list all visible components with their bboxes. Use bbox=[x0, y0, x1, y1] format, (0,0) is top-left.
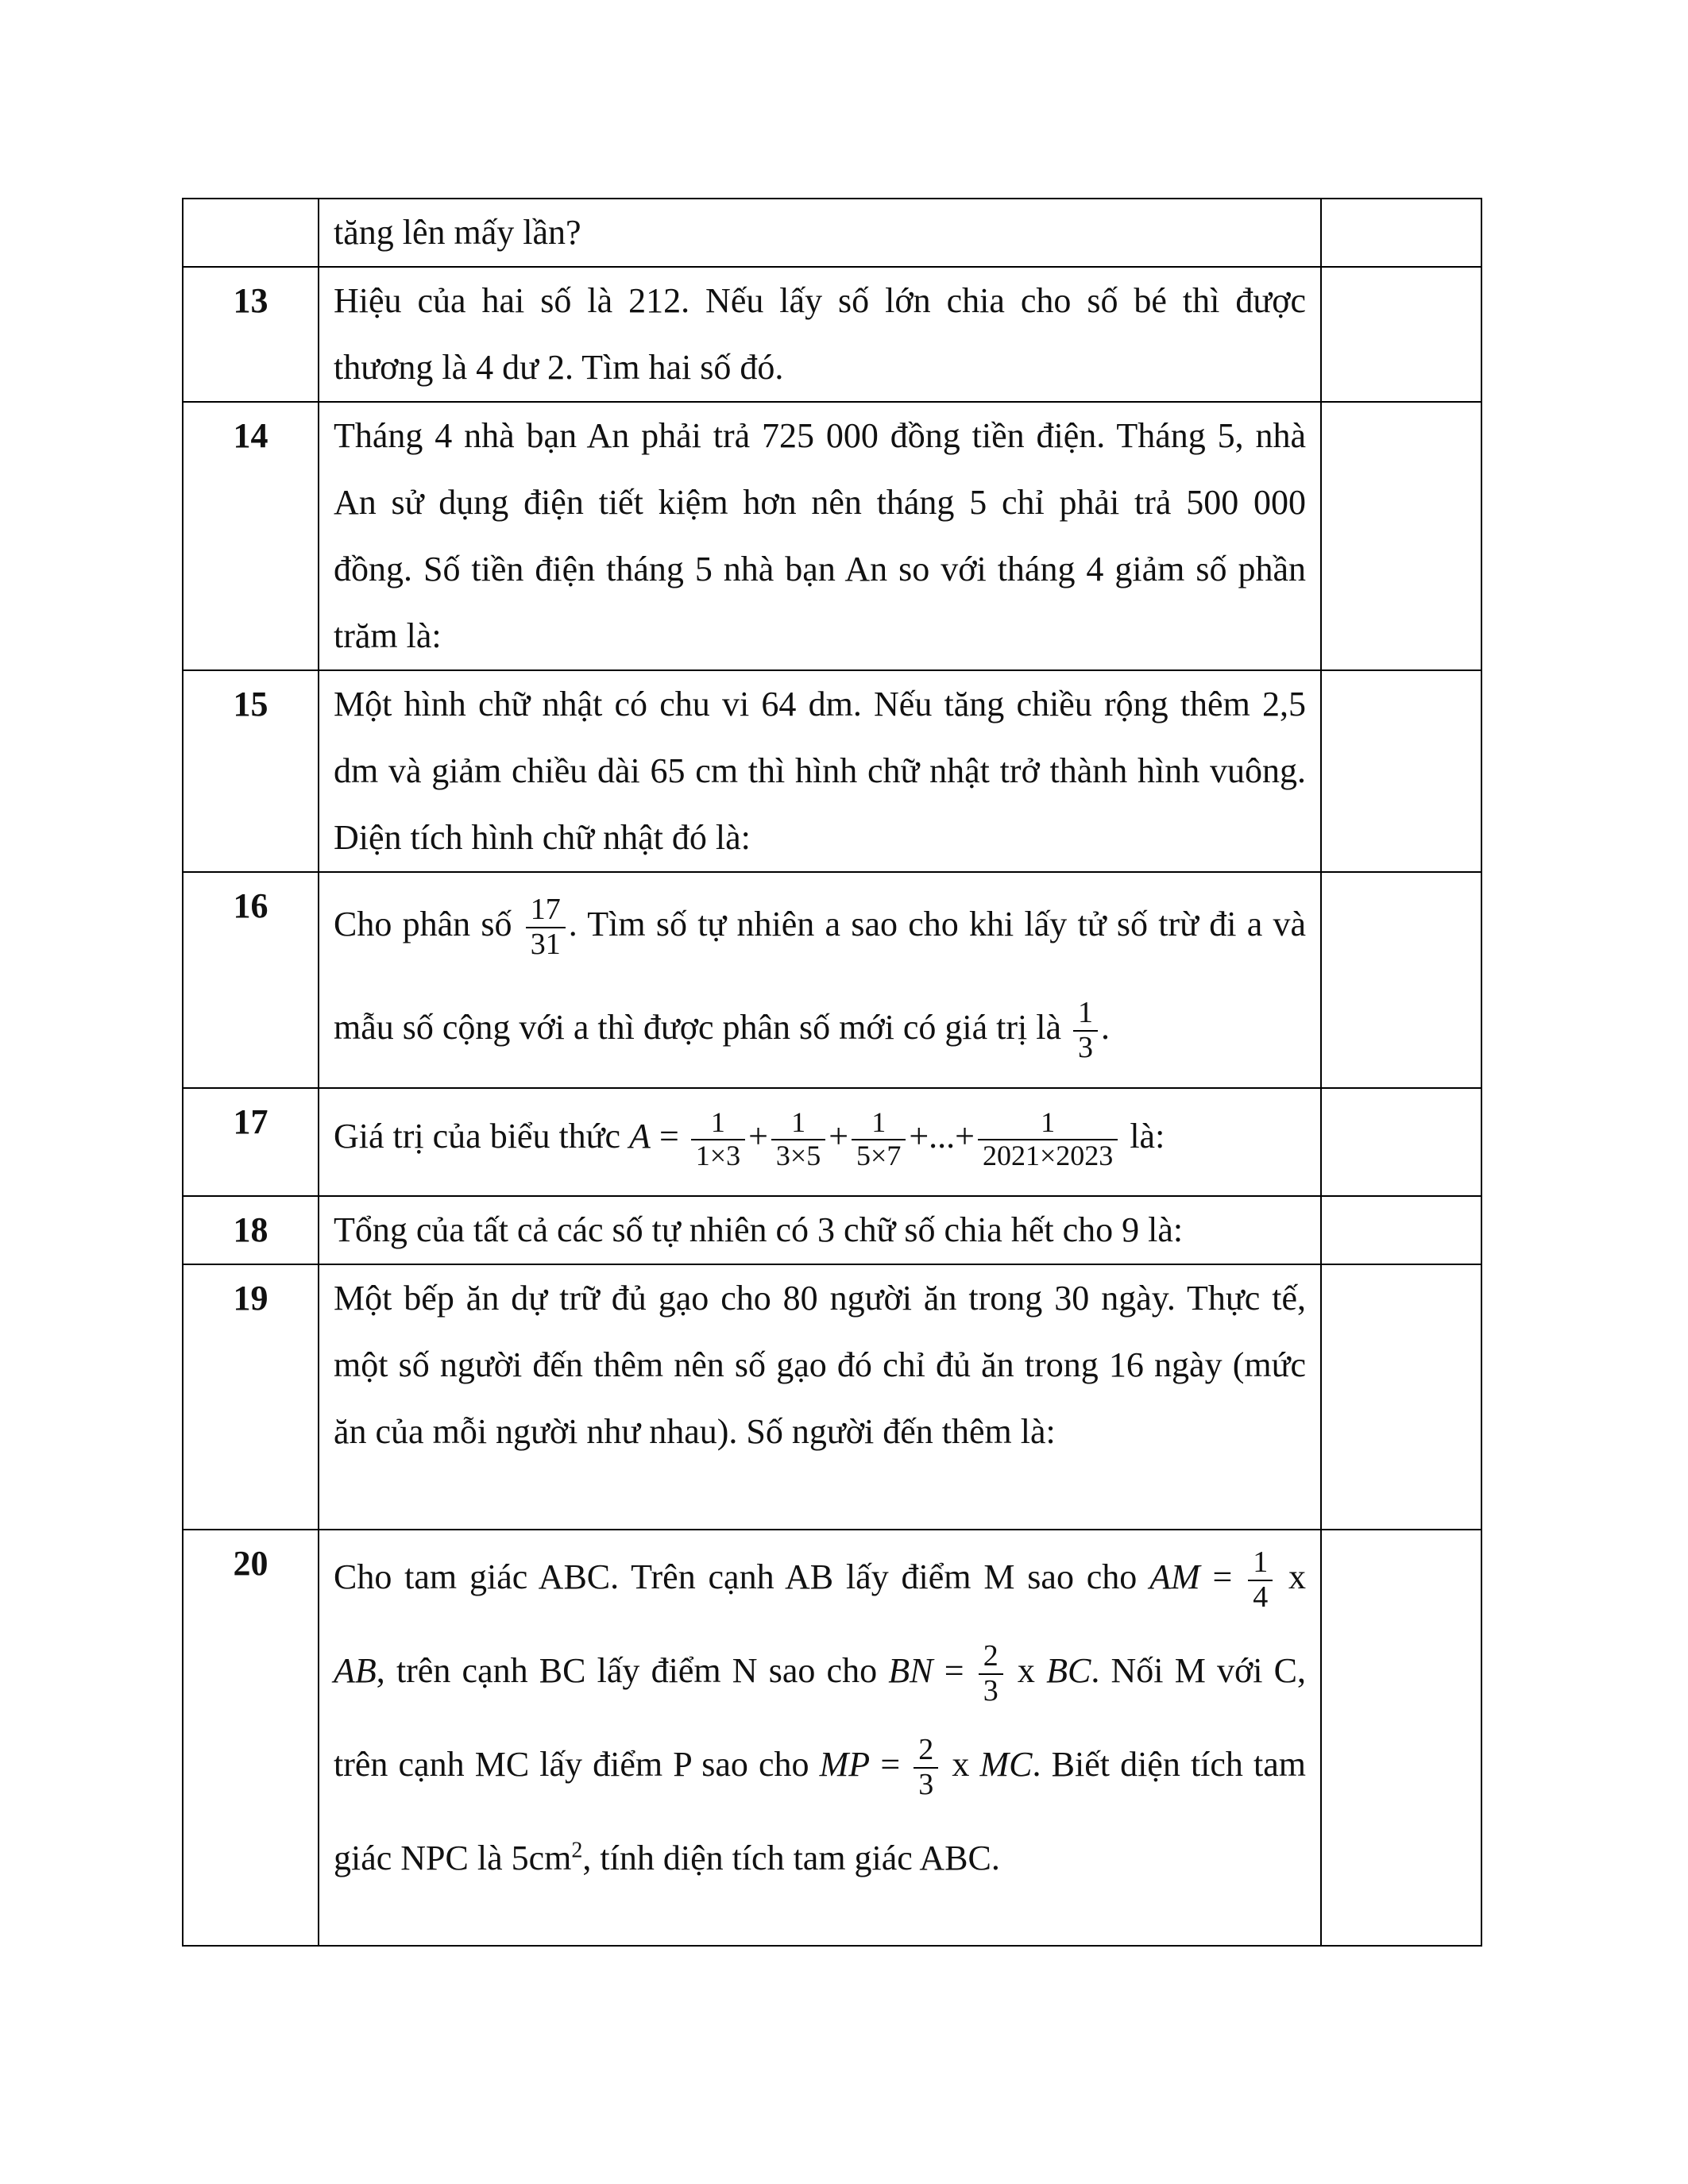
variable: BC bbox=[1046, 1651, 1091, 1690]
problem-number: 17 bbox=[183, 1088, 319, 1196]
fraction bbox=[771, 1107, 825, 1171]
table-row bbox=[183, 1088, 1481, 1196]
text-segment: Cho tam giác ABC. Trên cạnh AB lấy điểm M sao cho bbox=[334, 1557, 1138, 1596]
numerator: 1 bbox=[771, 1107, 825, 1140]
table-row bbox=[183, 670, 1481, 872]
problem-table bbox=[182, 198, 1482, 1947]
answer-cell bbox=[1321, 872, 1481, 1088]
text-segment: , trên cạnh BC lấy điểm N sao cho bbox=[376, 1651, 878, 1690]
problem-text: tăng lên mấy lần? bbox=[319, 199, 1321, 267]
table-row bbox=[183, 1264, 1481, 1530]
denominator: 3 bbox=[918, 1767, 934, 1801]
denominator: 3 bbox=[1078, 1030, 1094, 1064]
times-sign: x bbox=[1288, 1557, 1307, 1596]
answer-cell bbox=[1321, 1196, 1481, 1264]
variable: AM bbox=[1149, 1557, 1200, 1596]
denominator: 31 bbox=[530, 927, 561, 961]
fraction bbox=[979, 1640, 1003, 1708]
denominator: 3×5 bbox=[775, 1139, 821, 1171]
text-segment: . Nối M với C, trên cạnh MC lấy điểm P sao cho bbox=[334, 1651, 1307, 1784]
table-row bbox=[183, 267, 1481, 402]
answer-cell bbox=[1321, 267, 1481, 402]
ellipsis: +...+ bbox=[909, 1117, 975, 1156]
equals-sign: = bbox=[1212, 1557, 1233, 1596]
problem-number: 15 bbox=[183, 670, 319, 872]
numerator: 1 bbox=[978, 1107, 1118, 1140]
variable: MC bbox=[979, 1745, 1033, 1784]
problem-number: 19 bbox=[183, 1264, 319, 1530]
times-sign: x bbox=[1017, 1651, 1035, 1690]
plus-sign: + bbox=[829, 1117, 849, 1156]
superscript: 2 bbox=[571, 1838, 583, 1863]
numerator: 1 bbox=[1073, 997, 1098, 1032]
answer-cell bbox=[1321, 1088, 1481, 1196]
problem-text: Một bếp ăn dự trữ đủ gạo cho 80 người ăn trong 30 ngày. Thực tế, một số người đến thêm nên số gạo đó chỉ đủ ăn trong 16 ngày (mức ăn của mỗi người như nhau). Số người đến thêm là: bbox=[319, 1264, 1321, 1530]
problem-number: 14 bbox=[183, 402, 319, 670]
denominator: 5×7 bbox=[856, 1139, 902, 1171]
problem-number: 16 bbox=[183, 872, 319, 1088]
equals-sign: = bbox=[880, 1745, 901, 1784]
variable: MP bbox=[819, 1745, 871, 1784]
denominator: 2021×2023 bbox=[983, 1139, 1114, 1171]
problem-text: Tổng của tất cả các số tự nhiên có 3 chữ số chia hết cho 9 là: bbox=[319, 1196, 1321, 1264]
fraction bbox=[691, 1107, 745, 1171]
numerator: 2 bbox=[914, 1734, 938, 1769]
plus-sign: + bbox=[748, 1117, 768, 1156]
problem-text bbox=[319, 872, 1321, 1088]
equals-sign: = bbox=[659, 1117, 679, 1156]
table-row bbox=[183, 872, 1481, 1088]
problem-number: 13 bbox=[183, 267, 319, 402]
answer-cell bbox=[1321, 199, 1481, 267]
problem-text bbox=[319, 1088, 1321, 1196]
times-sign: x bbox=[952, 1745, 970, 1784]
fraction bbox=[1248, 1546, 1273, 1615]
problem-number bbox=[183, 199, 319, 267]
fraction bbox=[914, 1734, 938, 1802]
table-row bbox=[183, 1530, 1481, 1946]
variable: A bbox=[629, 1117, 651, 1156]
text-segment: . Tìm số tự nhiên a sao cho khi lấy tử số trừ đi a và mẫu số cộng với a thì được phân số mới có giá trị là bbox=[334, 905, 1307, 1047]
problem-text: Tháng 4 nhà bạn An phải trả 725 000 đồng tiền điện. Tháng 5, nhà An sử dụng điện tiết kiệm hơn nên tháng 5 chỉ phải trả 500 000 đồng. Số tiền điện tháng 5 nhà bạn An so với tháng 4 giảm số phần trăm là: bbox=[319, 402, 1321, 670]
answer-cell bbox=[1321, 1264, 1481, 1530]
fraction bbox=[978, 1107, 1118, 1171]
answer-cell bbox=[1321, 670, 1481, 872]
problem-text: Một hình chữ nhật có chu vi 64 dm. Nếu tăng chiều rộng thêm 2,5 dm và giảm chiều dài 65 cm thì hình chữ nhật trở thành hình vuông. Diện tích hình chữ nhật đó là: bbox=[319, 670, 1321, 872]
fraction bbox=[526, 893, 566, 962]
numerator: 17 bbox=[526, 893, 566, 928]
table-row bbox=[183, 1196, 1481, 1264]
text-segment: , tính diện tích tam giác ABC. bbox=[582, 1839, 1000, 1877]
denominator: 3 bbox=[983, 1673, 999, 1707]
answer-cell bbox=[1321, 402, 1481, 670]
variable: BN bbox=[888, 1651, 933, 1690]
table-row bbox=[183, 199, 1481, 267]
equals-sign: = bbox=[944, 1651, 964, 1690]
text-segment: . bbox=[1101, 1008, 1111, 1047]
text-segment: là: bbox=[1130, 1117, 1165, 1156]
fraction bbox=[1073, 997, 1098, 1065]
text-segment: Giá trị của biểu thức bbox=[334, 1117, 621, 1156]
numerator: 1 bbox=[852, 1107, 906, 1140]
numerator: 1 bbox=[691, 1107, 745, 1140]
numerator: 2 bbox=[979, 1640, 1003, 1675]
problem-number: 20 bbox=[183, 1530, 319, 1946]
answer-cell bbox=[1321, 1530, 1481, 1946]
problem-text: Hiệu của hai số là 212. Nếu lấy số lớn chia cho số bé thì được thương là 4 dư 2. Tìm hai số đó. bbox=[319, 267, 1321, 402]
problem-text bbox=[319, 1530, 1321, 1946]
denominator: 1×3 bbox=[695, 1139, 741, 1171]
text-segment: . Biết diện tích tam giác NPC là 5cm bbox=[334, 1745, 1307, 1877]
numerator: 1 bbox=[1248, 1546, 1273, 1581]
table-row bbox=[183, 402, 1481, 670]
variable: AB bbox=[334, 1651, 377, 1690]
fraction bbox=[852, 1107, 906, 1171]
denominator: 4 bbox=[1253, 1580, 1269, 1614]
text-segment: Cho phân số bbox=[334, 905, 512, 943]
problem-number: 18 bbox=[183, 1196, 319, 1264]
